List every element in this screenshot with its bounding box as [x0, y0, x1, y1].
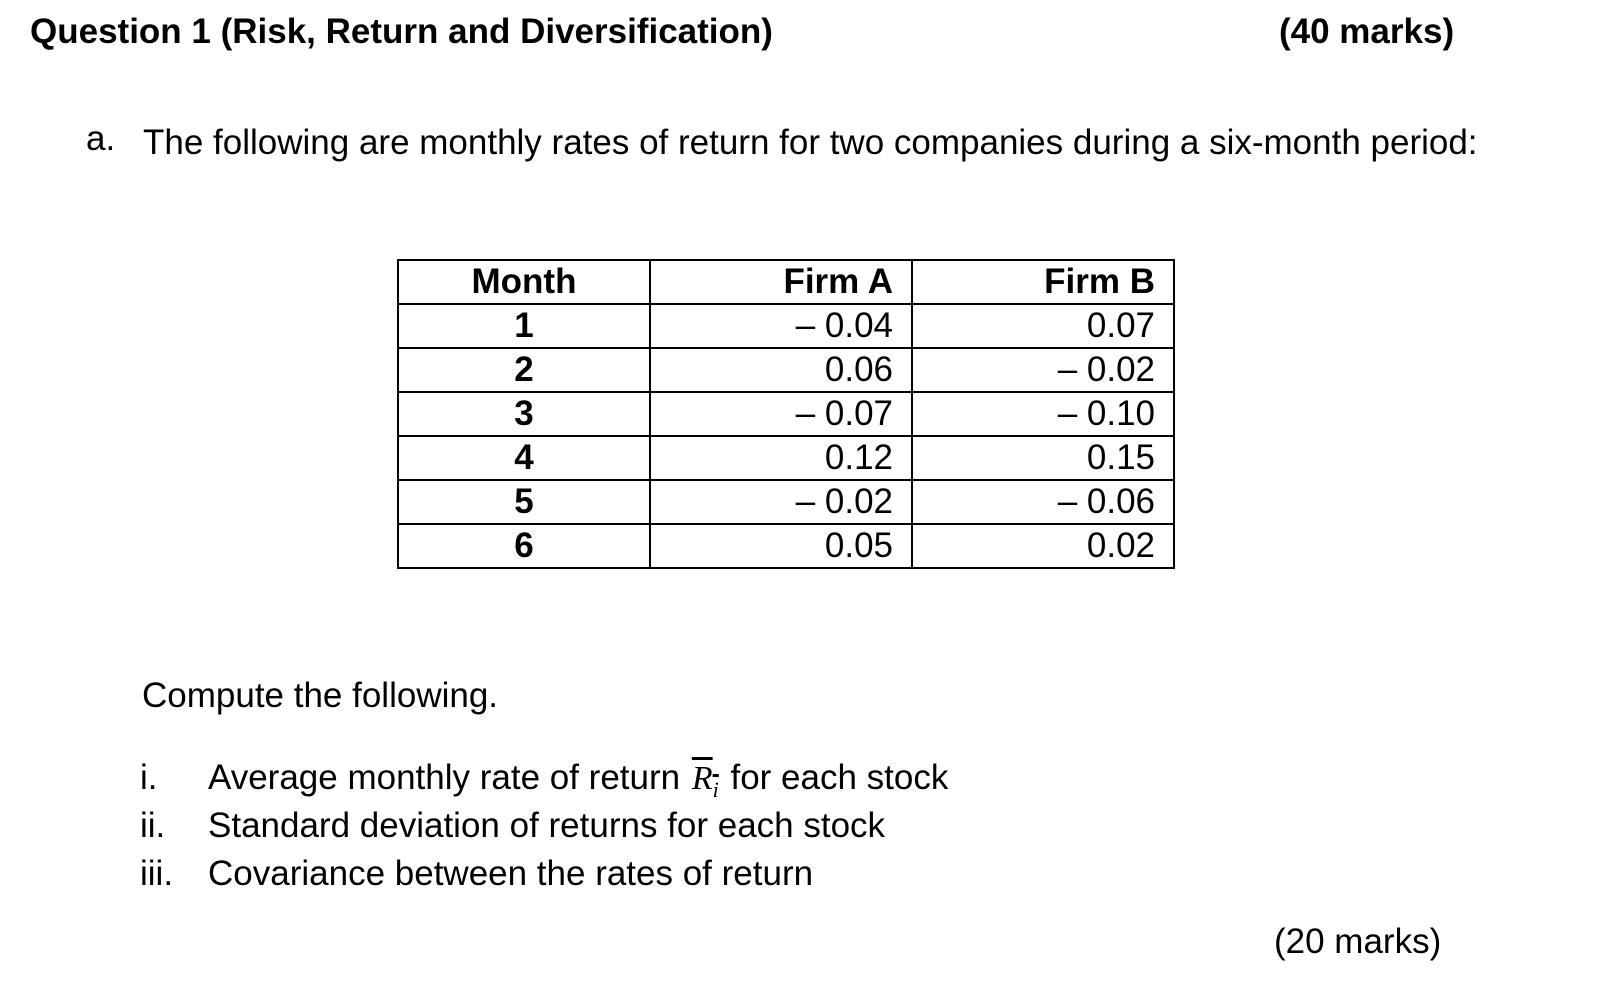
- table-header-row: [398, 260, 1174, 304]
- firm-b-cell: – 0.02: [912, 348, 1174, 392]
- firm-a-cell: – 0.07: [650, 392, 912, 436]
- part-a-marks: (20 marks): [1274, 922, 1442, 961]
- firm-a-cell: 0.06: [650, 348, 912, 392]
- list-item: [140, 802, 948, 850]
- list-item: [140, 850, 948, 898]
- compute-instruction: Compute the following.: [142, 676, 499, 715]
- month-cell: 4: [398, 436, 650, 480]
- header-firm-a: Firm A: [650, 260, 912, 304]
- month-cell: 6: [398, 524, 650, 568]
- table-row: [398, 524, 1174, 568]
- firm-b-cell: 0.02: [912, 524, 1174, 568]
- item-text: Average monthly rate of return: [208, 758, 681, 797]
- item-text-after: for each stock: [730, 758, 949, 797]
- item-text: Standard deviation of returns for each stock: [208, 806, 886, 845]
- header-firm-b: Firm B: [912, 260, 1174, 304]
- month-cell: 2: [398, 348, 650, 392]
- item-number: iii.: [140, 854, 174, 893]
- item-number: i.: [140, 758, 158, 797]
- month-cell: 5: [398, 480, 650, 524]
- part-a-text: The following are monthly rates of return for two companies during a six-month period:: [143, 123, 1478, 162]
- question-marks: (40 marks): [1279, 12, 1455, 51]
- firm-b-cell: 0.07: [912, 304, 1174, 348]
- item-number: ii.: [140, 806, 166, 845]
- firm-a-cell: 0.05: [650, 524, 912, 568]
- average-return-symbol: $R_i$: [691, 760, 719, 802]
- month-cell: 1: [398, 304, 650, 348]
- firm-a-cell: – 0.04: [650, 304, 912, 348]
- list-item: [140, 754, 948, 802]
- part-a-label: a.: [86, 119, 116, 158]
- header-month: Month: [398, 260, 650, 304]
- table-row: [398, 348, 1174, 392]
- firm-b-cell: – 0.06: [912, 480, 1174, 524]
- firm-a-cell: – 0.02: [650, 480, 912, 524]
- month-cell: 3: [398, 392, 650, 436]
- table-row: [398, 480, 1174, 524]
- firm-b-cell: – 0.10: [912, 392, 1174, 436]
- task-list: [140, 754, 948, 898]
- table-row: [398, 392, 1174, 436]
- firm-a-cell: 0.12: [650, 436, 912, 480]
- item-text: Covariance between the rates of return: [208, 854, 814, 893]
- returns-table: [397, 259, 1175, 569]
- table-row: [398, 304, 1174, 348]
- firm-b-cell: 0.15: [912, 436, 1174, 480]
- question-title: Question 1 (Risk, Return and Diversification): [30, 12, 773, 51]
- table-row: [398, 436, 1174, 480]
